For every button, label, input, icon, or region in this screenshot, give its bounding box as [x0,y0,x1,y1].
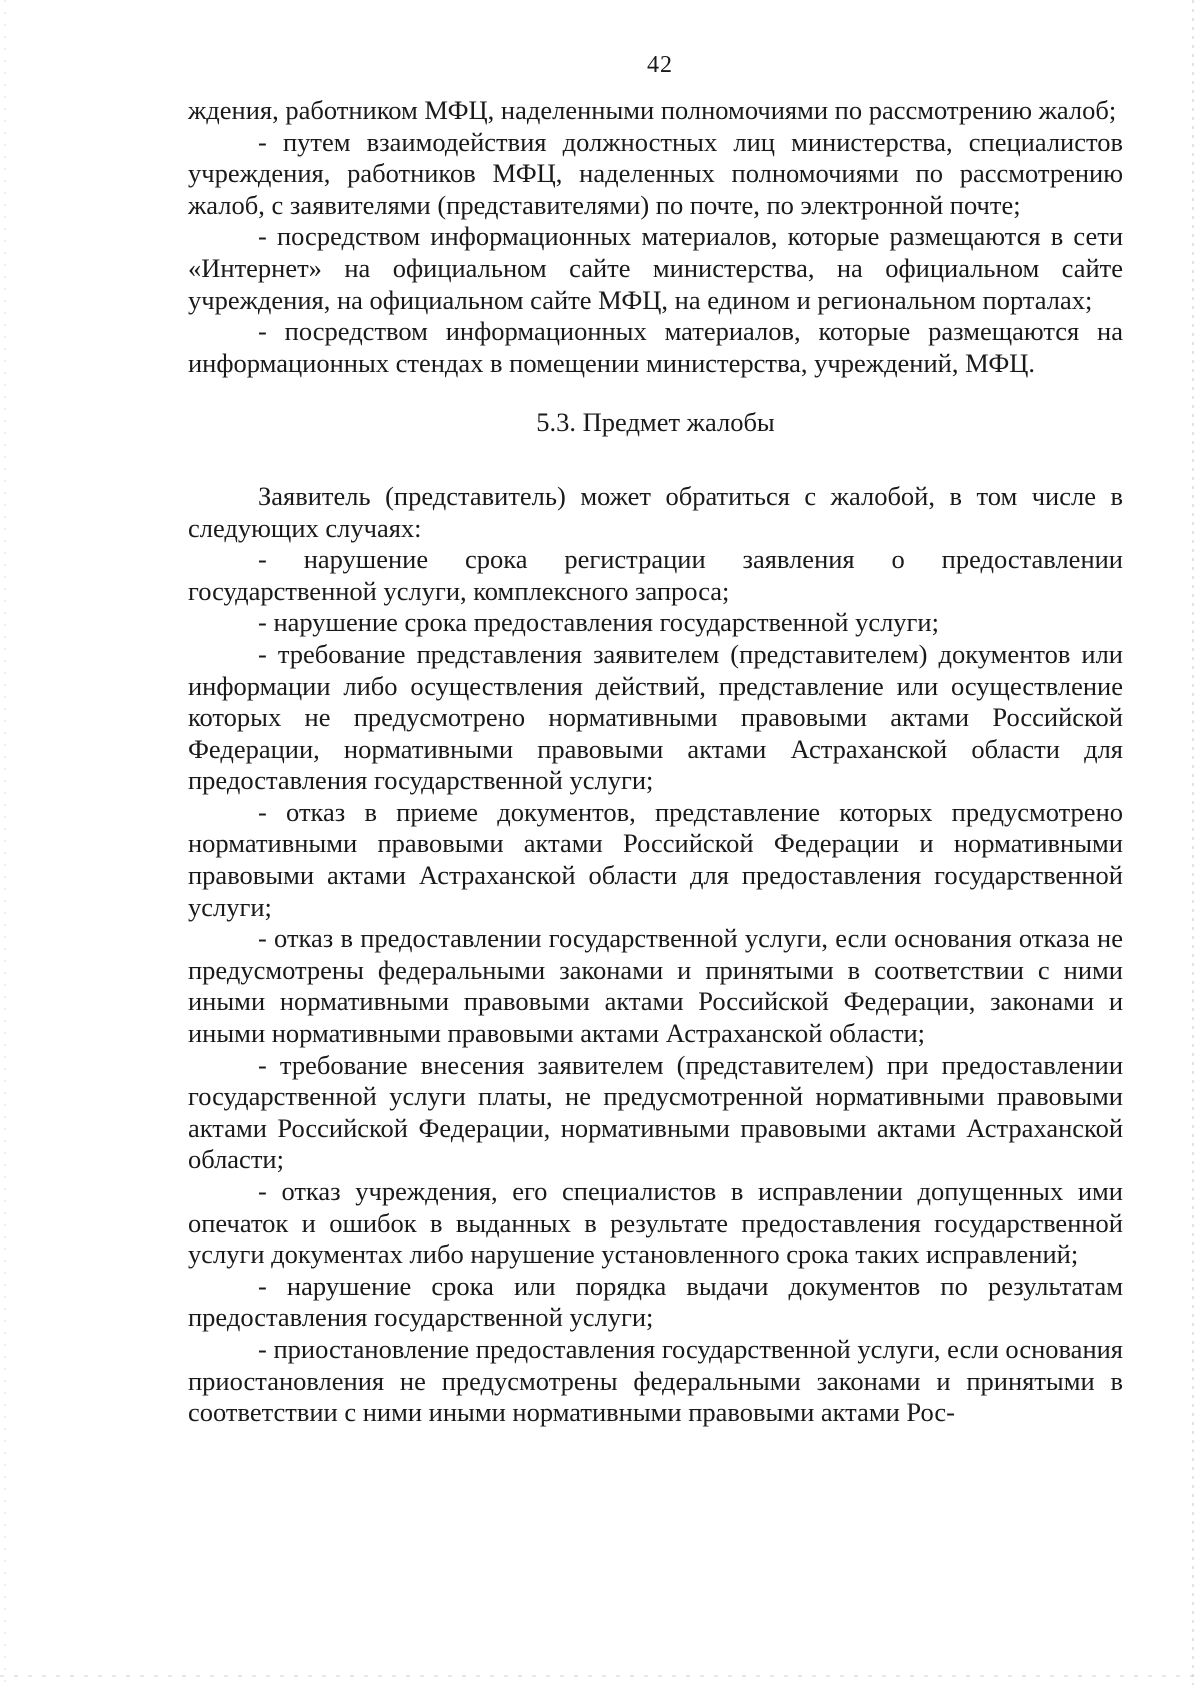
paragraph: - отказ учреждения, его специалистов в исправлении допущенных ими опечаток и ошибок в выданных в результате предоставления государственной услуги документах либо нарушение установленного срока таких исправлений; [188,1176,1123,1270]
paragraph: - посредством информационных материалов, которые размещаются на информационных стендах в помещении министерства, учреждений, МФЦ. [188,316,1123,378]
paragraph: - приостановление предоставления государственной услуги, если основания приостановления не предусмотрены федеральными законами и принятыми в соответствии с ними иными нормативными правовыми актами Рос- [188,1333,1123,1428]
paragraph: - требование представления заявителем (представителем) документов или информации либо осуществления действий, представление или осуществление которых не предусмотрено нормативными правовыми актами Российской Федерации, нормативными правовыми актами Астраханской области для предоставления государственной услуги; [188,638,1123,796]
scan-edge-right [1192,0,1194,1685]
paragraph: Заявитель (представитель) может обратиться с жалобой, в том числе в следующих случаях: [188,480,1123,543]
paragraph: - нарушение срока предоставления государственной услуги; [258,607,939,638]
paragraph: - путем взаимодействия должностных лиц министерства, специалистов учреждения, работников МФЦ, наделенных полномочиями по рассмотрению жалоб, с заявителями (представителями) по почте, по электронной почте; [188,126,1123,220]
scan-edge-left [4,0,6,1685]
paragraph: ждения, работником МФЦ, наделенными полномочиями по рассмотрению жалоб; [188,95,1117,125]
paragraph: - нарушение срока или порядка выдачи документов по результатам предоставления государственной услуги; [188,1270,1123,1333]
paragraph: - нарушение срока регистрации заявления о предоставлении государственной услуги, комплексного запроса; [188,544,1123,606]
paragraph: - посредством информационных материалов, которые размещаются в сети «Интернет» на официальном сайте министерства, на официальном сайте учреждения, на официальном сайте МФЦ, на едином и региональном порталах; [188,221,1123,315]
paragraph: - отказ в предоставлении государственной услуги, если основания отказа не предусмотрены федеральными законами и принятыми в соответствии с ними иными нормативными правовыми актами Российской Федерации, законами и иными нормативными правовыми актами Астраханской области; [188,923,1123,1049]
paragraph-group-bottom [188,481,1123,1429]
scan-edge-bottom [0,1675,1200,1677]
paragraph: - требование внесения заявителем (представителем) при предоставлении государственной услуги платы, не предусмотренной нормативными правовыми актами Российской Федерации, нормативными правовыми актами Астраханской области; [188,1049,1123,1175]
paragraph: - отказ в приеме документов, представление которых предусмотрено нормативными правовыми актами Российской Федерации и нормативными правовыми актами Астраханской области для предоставления государственной услуги; [188,796,1123,922]
page-number: 42 [647,52,673,78]
paragraph-group-top [188,95,1123,379]
section-heading: 5.3. Предмет жалобы [536,407,775,438]
document-body [188,95,1123,1429]
